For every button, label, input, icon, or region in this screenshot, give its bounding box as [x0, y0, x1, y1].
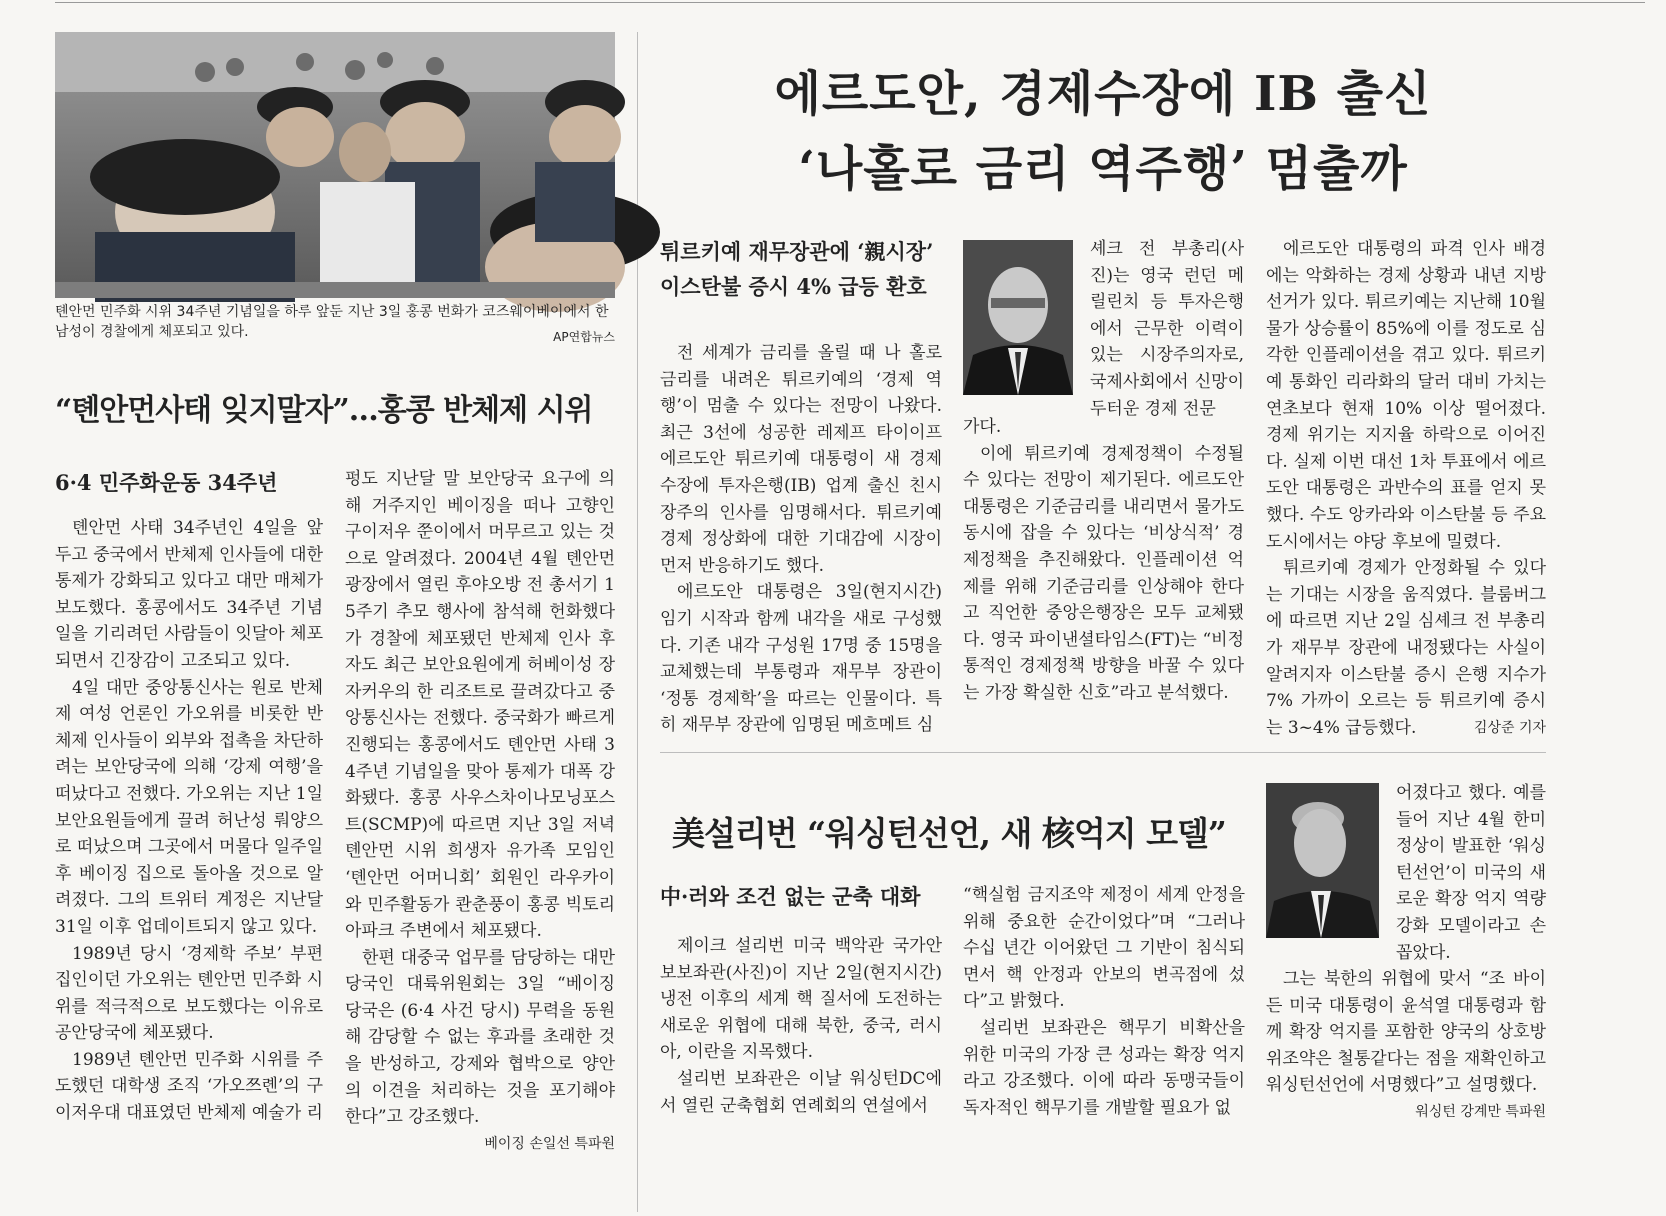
paragraph: 이에 튀르키예 경제정책이 수정될 수 있다는 전망이 제기된다. 에르도안 대통령은 기준금리를 내리면서 물가도 동시에 잡을 수 있다는 ‘비상식적’ 경제정책을 추진해왔다. 인플레이션 억제를 위해 기준금리를 인상해야 한다고 직언한 중앙은행장은 모두 교체됐다. 영국 파이낸셜타임스(FT)는 “비정통적인 경제정책 방향을 바꿀 수 있다는 가장 확실한 신호”라고 분석했다.: [963, 443, 1244, 703]
hongkong-protest-photo: [55, 32, 615, 298]
paragraph: [1266, 966, 1546, 1120]
paragraph: [345, 945, 615, 1152]
turkey-column-1: [660, 340, 942, 736]
left-headline: “톈안먼사태 잊지말자”…홍콩 반체제 시위: [55, 393, 593, 428]
turkey-subheadline-1: 튀르키예 재무장관에 ‘親시장’: [660, 239, 934, 264]
paragraph: [1266, 555, 1546, 741]
paragraph: 4일 대만 중앙통신사는 원로 반체제 여성 언론인 가오위를 비롯한 반체제 인사들이 외부와 접촉을 차단하려는 보안당국에 의해 ‘강제 여행’을 떠났다고 전했다. 가오위는 지난 1일 보안요원들에게 끌려 허난성 뤄양으로 떠났으며 그곳에서 머물다 일주일 후 베이징 집으로 돌아올 것으로 알려졌다. 그의 트위터 계정은 지난달 31일 이후 업데이트되지 않고 있다.: [55, 677, 323, 937]
photo-caption: 톈안먼 민주화 시위 34주년 기념일을 하루 앞둔 지난 3일 홍콩 번화가 코즈웨이베이에서 한 남성이 경찰에게 체포되고 있다.: [55, 304, 609, 340]
sullivan-column-3: [1266, 966, 1546, 1120]
paragraph-text: 튀르키예 경제가 안정화될 수 있다는 기대는 시장을 움직였다. 블룸버그에 따르면 지난 2일 심셰크 전 부총리가 재무부 장관에 내정됐다는 사실이 알려지자 이스탄불 증시 은행 지수가 7% 가까이 오르는 등 튀르키예 증시는 3~4% 급등했다.: [1266, 558, 1546, 738]
paragraph: 1989년 톈안먼 민주화 시위를 주도했던 대학생 조직 ‘가오쯔롄’의 구이저우대 대표였던 반체제 예술가 리: [55, 1049, 323, 1124]
paragraph: 설리번 보좌관은 핵무기 비확산을 위한 미국의 가장 큰 성과는 확장 억지라고 강조했다. 이에 따라 동맹국들이 독자적인 핵무기를 개발할 필요가 없: [963, 1017, 1245, 1118]
paragraph: “핵실험 금지조약 제정이 세계 안정을 위해 중요한 순간이었다”며 “그러나 수십 년간 이어왔던 그 기반이 침식되면서 핵 안정과 안보의 변곡점에 섰다”고 밝혔다.: [963, 885, 1245, 1012]
sullivan-column-3-beside-photo: [1396, 780, 1546, 966]
turkey-headline-line1: 에르도안, 경제수장에 IB 출신: [774, 66, 1432, 122]
paragraph: 1989년 당시 ‘경제학 주보’ 부편집인이던 가오위는 톈안먼 민주화 시위를 적극적으로 보도했다는 이유로 공안당국에 체포됐다.: [55, 943, 323, 1044]
turkey-headline-line2: ‘나홀로 금리 역주행’ 멈출까: [798, 141, 1408, 197]
left-article-column-1: [55, 515, 323, 1124]
paragraph: 셰크 전 부총리(사진)는 영국 런던 메릴린치 등 투자은행에서 근무한 이력이 있는 시장주의자로, 국제사회에서 신망이 두터운 경제 전문: [1090, 239, 1244, 419]
sullivan-photo: [1266, 783, 1379, 938]
paragraph: 제이크 설리번 미국 백악관 국가안보보좌관(사진)이 지난 2일(현지시간) 냉전 이후의 세계 핵 질서에 도전하는 새로운 위협에 대해 북한, 중국, 러시아, 이란을 지목했다.: [660, 936, 942, 1063]
sullivan-column-1: [660, 933, 942, 1116]
turkey-subheadline-2: 이스탄불 증시 4% 급등 환호: [660, 274, 927, 299]
police-arrest-illustration: [55, 32, 615, 298]
paragraph: 어졌다고 했다. 예를 들어 지난 4월 한미 정상이 발표한 ‘워싱턴선언’이 미국의 새로운 확장 억지 역량 강화 모델이라고 손꼽았다.: [1396, 783, 1546, 963]
article-divider: [660, 752, 1546, 753]
turkey-column-3: [1266, 236, 1546, 736]
paragraph: 설리번 보좌관은 이날 워싱턴DC에서 열린 군축협회 연례회의 연설에서: [660, 1068, 942, 1116]
paragraph-text: 한편 대중국 업무를 담당하는 대만 당국인 대륙위원회는 3일 “베이징 당국은 (6·4 사건 당시) 무력을 동원해 감당할 수 없는 후과를 초래한 것을 반성하고, 강제와 협박으로 양안의 이견을 처리하는 것을 포기해야 한다”고 강조했다.: [345, 947, 615, 1128]
turkey-column-2-beside-photo: [1090, 236, 1244, 426]
paragraph-text: 그는 북한의 위협에 맞서 “조 바이든 미국 대통령이 윤석열 대통령과 함께 확장 억지를 포함한 양국의 상호방위조약은 철통같다는 점을 재확인하고 워싱턴선언에 서명했다”고 설명했다.: [1266, 969, 1546, 1096]
left-subheadline: 6·4 민주화운동 34주년: [55, 470, 278, 495]
turkey-column-2: [963, 414, 1244, 734]
left-article-column-2: [345, 466, 615, 1152]
paragraph: 전 세계가 금리를 올릴 때 나 홀로 금리를 내려온 튀르키예의 ‘경제 역행’이 멈출 수 있다는 전망이 나왔다. 최근 3선에 성공한 레제프 타이이프 에르도안 튀르키예 대통령이 새 경제 수장에 투자은행(IB) 업계 출신 친시장주의 인사를 임명해서다. 튀르키예 경제 정상화에 대한 기대감에 시장이 먼저 반응하기도 했다.: [660, 343, 942, 576]
paragraph: 에르도안 대통령은 3일(현지시간) 임기 시작과 함께 내각을 새로 구성했다. 기존 내각 구성원 17명 중 15명을 교체했는데 부통령과 재무부 장관이 ‘정통 경제학’을 따르는 인물이다. 특히 재무부 장관에 임명된 메흐메트 심: [660, 582, 942, 736]
sullivan-headline: 美설리번 “워싱턴선언, 새 核억지 모델”: [672, 814, 1226, 853]
paragraph: 펑도 지난달 말 보안당국 요구에 의해 거주지인 베이징을 떠나 고향인 구이저우 쭌이에서 머무르고 있는 것으로 알려졌다. 2004년 4월 톈안먼 광장에서 열린 후야오방 전 총서기 15주기 추모 행사에 참석해 헌화했다가 경찰에 체포됐던 반체제 인사 후자도 최근 보안요원에게 허베이성 장자커우의 한 리조트로 끌려갔다고 중앙통신사는 전했다. 중국화가 빠르게 진행되는 홍콩에서도 톈안먼 사태 34주년 기념일을 맞아 통제가 대폭 강화됐다. 홍콩 사우스차이나모닝포스트(SCMP)에 따르면 지난 3일 저녁 톈안먼 시위 희생자 유가족 모임인 ‘톈안먼 어머니회’ 회원인 라우카이와 민주활동가 콴춘풍이 홍콩 빅토리아파크 주변에서 체포됐다.: [345, 469, 615, 942]
portrait-illustration: [963, 240, 1073, 395]
photo-credit: AP연합뉴스: [553, 330, 615, 344]
paragraph: 가다.: [963, 417, 1002, 437]
portrait-illustration: [1266, 783, 1379, 938]
simsek-photo: [963, 240, 1073, 395]
paragraph: 에르도안 대통령의 파격 인사 배경에는 악화하는 경제 상황과 내년 지방선거가 있다. 튀르키예는 지난해 10월 물가 상승률이 85%에 이를 정도로 심각한 인플레이션을 겪고 있다. 튀르키예 통화인 리라화의 달러 대비 가치는 연초보다 현재 10% 이상 떨어졌다. 경제 위기는 지지율 하락으로 이어진다. 실제 이번 대선 1차 투표에서 에르도안 대통령은 과반수의 표를 얻지 못했다. 수도 앙카라와 이스탄불 등 주요 도시에서는 야당 후보에 밀렸다.: [1266, 239, 1546, 552]
byline: 베이징 손일선 특파원: [484, 1135, 615, 1152]
byline: 김상준 기자: [1473, 719, 1546, 736]
paragraph: 톈안먼 사태 34주년인 4일을 앞두고 중국에서 반체제 인사들에 대한 통제가 강화되고 있다고 대만 매체가 보도했다. 홍콩에서도 34주년 기념일을 기리려던 사람들이 잇달아 체포되면서 긴장감이 고조되고 있다.: [55, 518, 323, 671]
byline: 워싱턴 강계만 특파원: [1415, 1103, 1546, 1120]
sullivan-column-2: [963, 882, 1245, 1118]
sullivan-subheadline: 中·러와 조건 없는 군축 대화: [660, 884, 921, 909]
